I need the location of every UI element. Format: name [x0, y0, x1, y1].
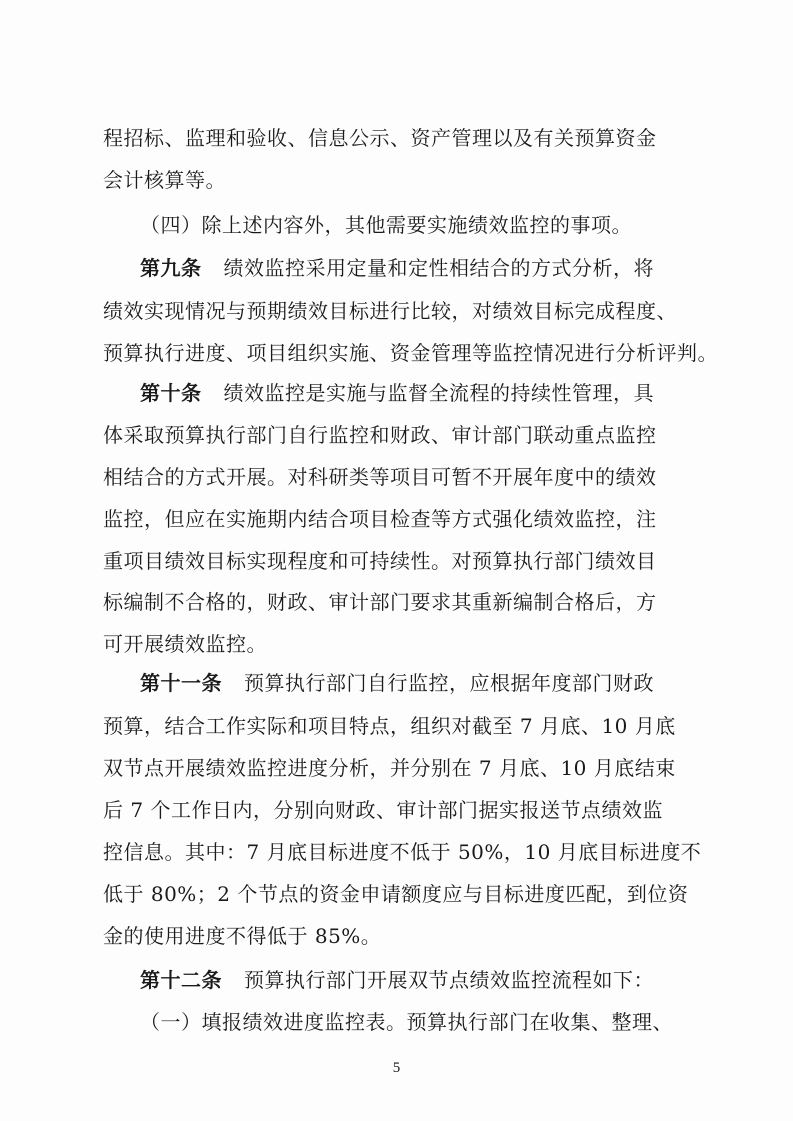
article-heading: 第十一条	[140, 671, 222, 695]
article-heading: 第十条	[140, 381, 202, 405]
text-line	[140, 205, 632, 245]
text-line	[103, 832, 701, 872]
line-text: 双节点开展绩效监控进度分析，并分别在 7 月底、10 月底结束	[103, 756, 676, 780]
line-text: 绩效监控是实施与监督全流程的持续性管理，具	[223, 381, 654, 405]
text-line	[103, 790, 663, 830]
text-line	[103, 916, 381, 956]
line-text: 金的使用进度不得低于 85%。	[103, 924, 382, 948]
line-text: 程招标、监理和验收、信息公示、资产管理以及有关预算资金	[103, 126, 657, 150]
line-text: 重项目绩效目标实现程度和可持续性。对预算执行部门绩效目	[103, 549, 657, 573]
text-line	[103, 415, 657, 455]
line-text: 预算执行部门开展双节点绩效监控流程如下：	[244, 968, 654, 992]
text-line	[103, 541, 657, 581]
line-text: 预算执行进度、项目组织实施、资金管理等监控情况进行分析评判。	[103, 341, 718, 365]
text-line	[103, 624, 267, 664]
text-line	[140, 960, 654, 1000]
line-text: 低于 80%；2 个节点的资金申请额度应与目标进度匹配，到位资	[103, 882, 689, 906]
line-text: 绩效监控采用定量和定性相结合的方式分析，将	[223, 256, 654, 280]
text-line	[103, 333, 718, 373]
text-line	[103, 160, 226, 200]
text-line	[140, 373, 654, 413]
page-number: 5	[392, 1060, 401, 1076]
line-text: 标编制不合格的，财政、审计部门要求其重新编制合格后，方	[103, 590, 657, 614]
text-line	[103, 582, 657, 622]
line-text: （四）除上述内容外，其他需要实施绩效监控的事项。	[140, 213, 632, 237]
line-text: 控信息。其中：7 月底目标进度不低于 50%，10 月底目标进度不	[103, 840, 702, 864]
text-line	[103, 748, 676, 788]
text-line	[103, 499, 657, 539]
text-line	[103, 706, 676, 746]
article-heading: 第九条	[140, 256, 202, 280]
text-line	[103, 118, 657, 158]
line-text: 监控，但应在实施期内结合项目检查等方式强化绩效监控，注	[103, 507, 657, 531]
text-line	[140, 1002, 673, 1042]
line-text: （一）填报绩效进度监控表。预算执行部门在收集、整理、	[140, 1010, 673, 1034]
line-text: 可开展绩效监控。	[103, 632, 267, 656]
line-text: 预算，结合工作实际和项目特点，组织对截至 7 月底、10 月底	[103, 714, 676, 738]
text-line	[140, 663, 654, 703]
text-line	[103, 457, 657, 497]
line-text: 后 7 个工作日内，分别向财政、审计部门据实报送节点绩效监	[103, 798, 663, 822]
line-text: 相结合的方式开展。对科研类等项目可暂不开展年度中的绩效	[103, 465, 657, 489]
line-text: 绩效实现情况与预期绩效目标进行比较，对绩效目标完成程度、	[103, 299, 677, 323]
text-line	[103, 291, 677, 331]
line-text: 预算执行部门自行监控，应根据年度部门财政	[244, 671, 654, 695]
line-text: 体采取预算执行部门自行监控和财政、审计部门联动重点监控	[103, 423, 657, 447]
text-line	[103, 874, 688, 914]
line-text: 会计核算等。	[103, 168, 226, 192]
article-heading: 第十二条	[140, 968, 222, 992]
text-line	[140, 248, 654, 288]
